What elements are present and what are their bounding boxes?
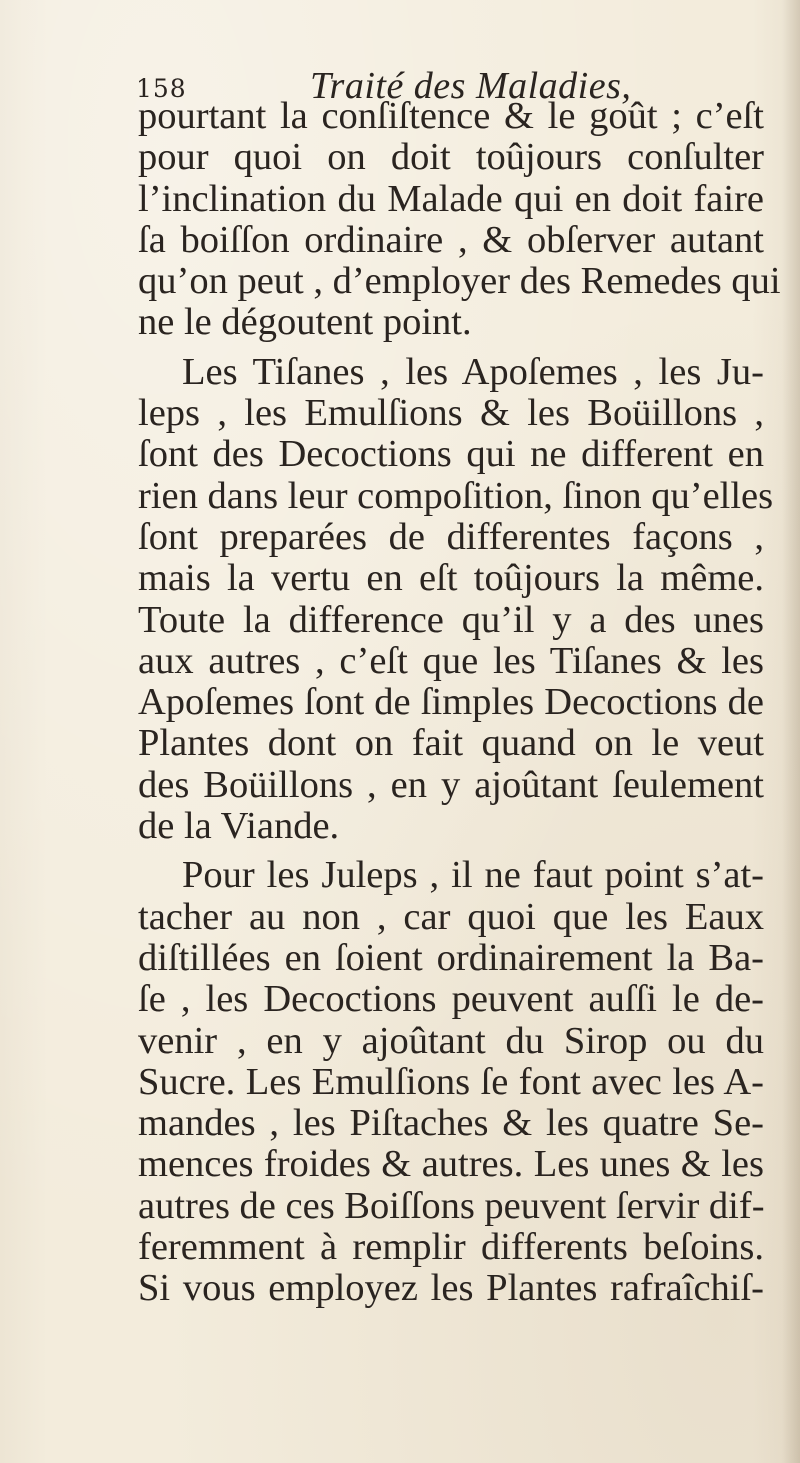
text-line: Toute la difference qu’il y a des unes <box>138 598 764 641</box>
text-line: ſa boiſſon ordinaire , & obſerver autant <box>138 218 764 261</box>
text-line: des Boüillons , en y ajoûtant ſeulement <box>138 763 764 806</box>
text-line: autres de ces Boiſſons peuvent ſervir dif- <box>138 1184 765 1227</box>
text-line: leps , les Emulſions & les Boüillons , <box>138 392 764 435</box>
text-line: mais la vertu en eſt toûjours la même. <box>138 557 764 600</box>
text-line: ſont des Decoctions qui ne different en <box>138 433 764 476</box>
text-line: mences froides & autres. Les unes & les <box>138 1143 764 1186</box>
text-line: feremment à remplir differents beſoins. <box>138 1226 764 1269</box>
text-line: de la Viande. <box>138 805 340 848</box>
text-line: Sucre. Les Emulſions ſe font avec les A- <box>138 1060 764 1103</box>
text-line: Apoſemes ſont de ſimples Decoctions de <box>138 681 764 724</box>
running-title: Traité des Maladies, <box>310 65 632 107</box>
page-edge-shadow <box>782 0 800 1463</box>
text-line: l’inclination du Malade qui en doit faire <box>138 177 764 220</box>
text-line: tacher au non , car quoi que les Eaux <box>138 895 764 938</box>
text-line: Si vous employez les Plantes rafraîchiſ- <box>138 1267 764 1310</box>
text-line: qu’on peut , d’employer des Remedes qui <box>138 260 781 303</box>
page-number: 158 <box>136 74 187 103</box>
text-line: diſtillées en ſoient ordinairement la Ba- <box>138 936 764 979</box>
text-line: ſe , les Decoctions peuvent auſſi le de- <box>138 978 764 1021</box>
text-line: aux autres , c’eſt que les Tiſanes & les <box>138 639 764 682</box>
text-line: Pour les Juleps , il ne faut point s’at- <box>182 854 764 897</box>
text-line: mandes , les Piſtaches & les quatre Se- <box>138 1102 764 1145</box>
text-line: Les Tiſanes , les Apoſemes , les Ju- <box>182 350 764 393</box>
text-line: ſont preparées de differentes façons , <box>138 515 764 558</box>
text-line: ne le dégoutent point. <box>138 301 472 344</box>
text-line: venir , en y ajoûtant du Sirop ou du <box>138 1019 764 1062</box>
text-line: Plantes dont on fait quand on le veut <box>138 722 764 765</box>
text-line: pourtant la conſiſtence & le goût ; c’eſt <box>138 95 764 137</box>
text-line: rien dans leur compoſition, ſinon qu’elles <box>138 474 774 517</box>
text-line: pour quoi on doit toûjours conſulter <box>138 136 764 179</box>
body-text <box>138 95 781 1310</box>
